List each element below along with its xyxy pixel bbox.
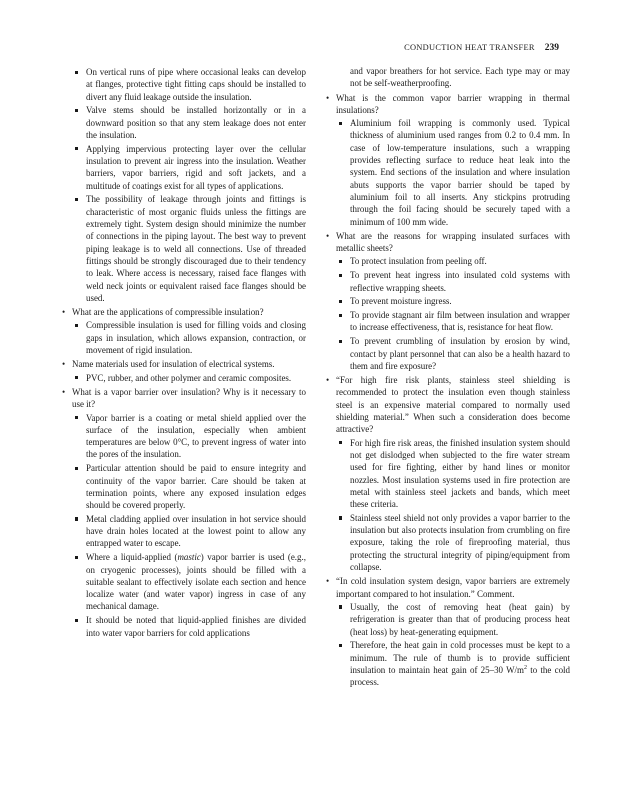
header-title: CONDUCTION HEAT TRANSFER xyxy=(404,43,535,52)
answer-item: PVC, rubber, and other polymer and ceramic composites. xyxy=(62,372,306,384)
right-column xyxy=(326,65,570,690)
answer-item: The possibility of leakage through joints and fittings is characteristic of most organic fluids unless the fittings are extremely tight. System design should minimize the number of connections in the piping layout. The best way to prevent piping leakage is to weld all connections. Use of threaded fittings should be strongly discouraged due to their tendency to leak. Where access is necessary, raised face flanges with weld neck joints or equivalent raised face flanges should be used. xyxy=(62,193,306,304)
question-item: • What are the applications of compressible insulation? xyxy=(62,306,306,318)
question-item: • What are the reasons for wrapping insulated surfaces with metallic sheets? xyxy=(326,230,570,255)
question-item: • “For high fire risk plants, stainless steel shielding is recommended to protect the insulation even though stainless steel is an expensive material compared to normally used shielding material.” When such a consideration does become attractive? xyxy=(326,374,570,435)
question-item: • Name materials used for insulation of electrical systems. xyxy=(62,358,306,370)
answer-item: Vapor barrier is a coating or metal shield applied over the surface of the insulation, especially when ambient temperatures are below 0°C, to prevent ingress of water into the pores of the insulation. xyxy=(62,412,306,461)
answer-item: To prevent moisture ingress. xyxy=(326,295,570,307)
answer-item: It should be noted that liquid-applied finishes are divided into water vapor barriers for cold applications xyxy=(62,614,306,639)
answer-item: Where a liquid-applied (mastic) vapor barrier is used (e.g., on cryogenic processes), joints should be filled with a suitable sealant to effectively isolate each section and hence localize water (and water vapor) ingress in case of any mechanical damage. xyxy=(62,551,306,612)
answer-item: Usually, the cost of removing heat (heat gain) by refrigeration is greater than that of producing process heat (heat loss) by heat-generating equipment. xyxy=(326,601,570,638)
answer-item: To prevent crumbling of insulation by erosion by wind, contact by plant personnel that can also be a health hazard to them and fire exposure? xyxy=(326,335,570,372)
answer-item: For high fire risk areas, the finished insulation system should not get dislodged when subjected to the fire water stream used for fire fighting, either by hand lines or monitor nozzles. Most insulation systems used in fire protection are metal with stainless steel jackets and bands, which meet these criteria. xyxy=(326,437,570,511)
left-column xyxy=(62,66,306,640)
answer-item: Particular attention should be paid to ensure integrity and continuity of the vapor barrier. Care should be taken at termination points, where any exposed insulation edges should be covered properly. xyxy=(62,462,306,511)
answer-item: To provide stagnant air film between insulation and wrapper to increase effectiveness, that is, resistance for heat flow. xyxy=(326,309,570,334)
answer-item: Stainless steel shield not only provides a vapor barrier to the insulation but also protects insulation from crumbling on fire exposure, taking the role of fireproofing material, thus protecting the structural integrity of piping/equipment from collapse. xyxy=(326,512,570,573)
question-item: • What is a vapor barrier over insulation? Why is it necessary to use it? xyxy=(62,386,306,411)
answer-continuation: and vapor breathers for hot service. Each type may or may not be self-weatherproofing. xyxy=(350,66,570,89)
answer-item: Compressible insulation is used for filling voids and closing gaps in insulation, which allows expansion, contraction, or movement of rigid insulation. xyxy=(62,319,306,356)
answer-item: Metal cladding applied over insulation in hot service should have drain holes located at the lowest point to allow any entrapped water to escape. xyxy=(62,513,306,550)
answer-item: Aluminium foil wrapping is commonly used. Typical thickness of aluminium used ranges from 0.2 to 0.4 mm. In case of low-temperature insulations, such a wrapping provides reflecting surface to reduce heat leak into the system. End sections of the insulation and where insulation abuts supports the vapor barrier should be taped by aluminium foil to all inserts. Any stickpins protruding through the foil facing should be securely taped with a minimum of 100 mm wide. xyxy=(326,117,570,228)
page-number: 239 xyxy=(544,43,559,53)
question-item: • “In cold insulation system design, vapor barriers are extremely important compared to hot insulation.” Comment. xyxy=(326,575,570,600)
answer-item: Therefore, the heat gain in cold processes must be kept to a minimum. The rule of thumb is to provide sufficient insulation to maintain heat gain of 25–30 $W/m^2$ to the cold process. xyxy=(326,639,570,688)
answer-item: To prevent heat ingress into insulated cold systems with reflective wrapping sheets. xyxy=(326,269,570,294)
answer-item: Applying impervious protecting layer over the cellular insulation to prevent air ingress into the insulation. Weather barriers, vapor barriers, rigid and soft jackets, and a multitude of coatings exist for all types of applications. xyxy=(62,143,306,192)
running-header xyxy=(404,43,559,53)
answer-item: On vertical runs of pipe where occasional leaks can develop at flanges, protective tight fitting caps should be installed to divert any fluid leakage outside the insulation. xyxy=(62,66,306,103)
answer-item: Valve stems should be installed horizontally or in a downward position so that any stem leakage does not enter the insulation. xyxy=(62,104,306,141)
answer-item: To protect insulation from peeling off. xyxy=(326,255,570,267)
question-item: • What is the common vapor barrier wrapping in thermal insulations? xyxy=(326,92,570,117)
